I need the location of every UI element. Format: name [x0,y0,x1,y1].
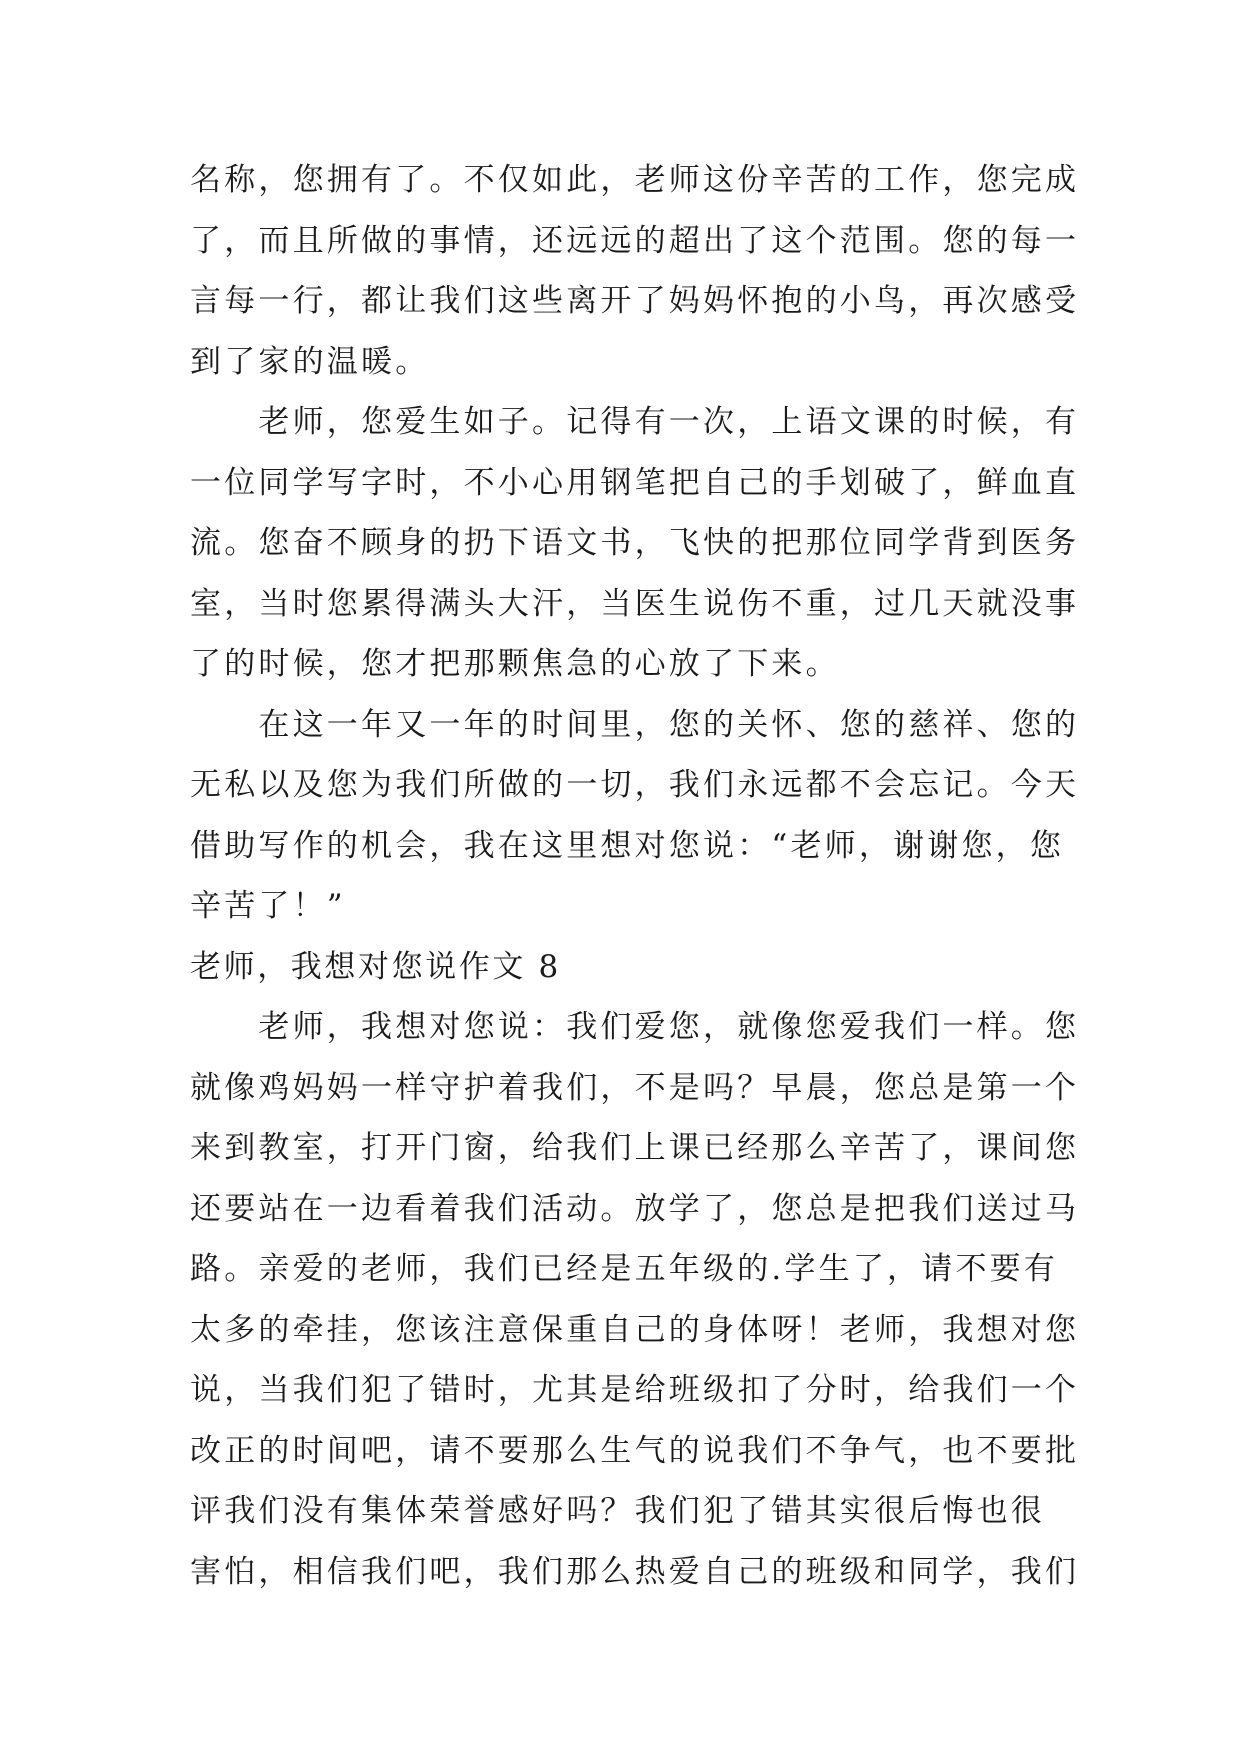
text-line: 老师，我想对您说：我们爱您，就像您爱我们一样。您 [190,1009,1080,1045]
text-line: 室，当时您累得满头大汗，当医生说伤不重，过几天就没事 [190,585,1080,622]
text-line: 无私以及您为我们所做的一切，我们永远都不会忘记。今天 [190,767,1080,803]
text-line: 到了家的温暖。 [190,343,430,380]
text-line: 了的时候，您才把那颗焦急的心放了下来。 [190,646,840,682]
document-body [190,150,1080,1602]
text-line: 路。亲爱的老师，我们已经是五年级的.学生了，请不要有 [190,1251,1059,1287]
text-line: 流。您奋不顾身的扔下语文书，飞快的把那位同学背到医务 [190,525,1080,561]
text-line: 太多的牵挂，您该注意保重自己的身体呀！老师，我想对您 [190,1311,1080,1348]
text-line: 老师，您爱生如子。记得有一次，上语文课的时候，有 [190,404,1080,440]
text-line: 一位同学写字时，不小心用钢笔把自己的手划破了，鲜血直 [190,464,1080,501]
text-line: 害怕，相信我们吧，我们那么热爱自己的班级和同学，我们 [190,1553,1080,1590]
text-line: 在这一年又一年的时间里，您的关怀、您的慈祥、您的 [190,706,1080,743]
text-line: 还要站在一边看着我们活动。放学了，您总是把我们送过马 [190,1190,1080,1227]
text-line: 评我们没有集体荣誉感好吗？我们犯了错其实很后悔也很 [190,1493,1045,1529]
text-line: 说，当我们犯了错时，尤其是给班级扣了分时，给我们一个 [190,1372,1080,1408]
text-line: 就像鸡妈妈一样守护着我们，不是吗？早晨，您总是第一个 [190,1069,1080,1106]
section-heading: 老师，我想对您说作文 8 [190,948,561,985]
text-line: 改正的时间吧，请不要那么生气的说我们不争气，也不要批 [190,1432,1080,1469]
text-line: 言每一行，都让我们这些离开了妈妈怀抱的小鸟，再次感受 [190,283,1080,319]
text-line: 了，而且所做的事情，还远远的超出了这个范围。您的每一 [190,222,1080,259]
text-line: 来到教室，打开门窗，给我们上课已经那么辛苦了，课间您 [190,1130,1080,1166]
text-line: 借助写作的机会，我在这里想对您说：“老师，谢谢您，您 [190,827,1065,864]
text-line: 名称，您拥有了。不仅如此，老师这份辛苦的工作，您完成 [190,162,1080,198]
text-line: 辛苦了！” [190,888,346,924]
